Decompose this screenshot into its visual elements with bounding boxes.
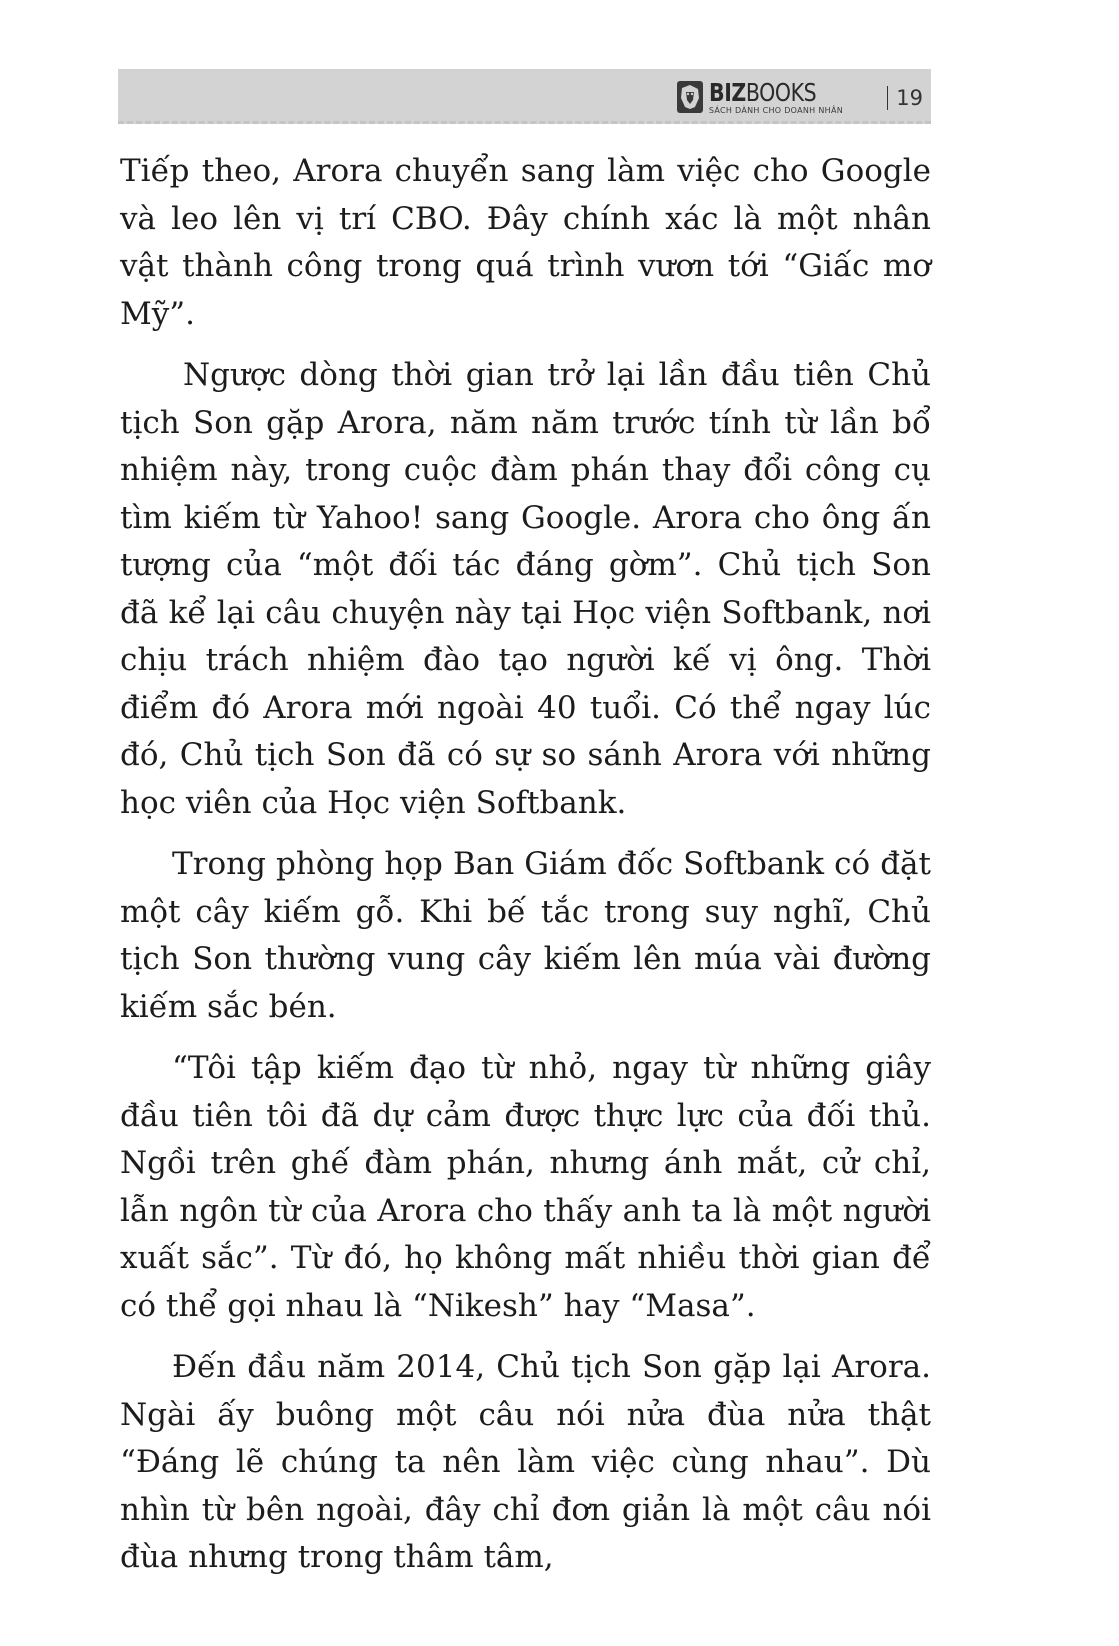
paragraph: Trong phòng họp Ban Giám đốc Softbank có đặt một cây kiếm gỗ. Khi bế tắc trong suy nghĩ, Chủ tịch Son thường vung cây kiếm lên múa vài đường kiếm sắc bén. (120, 846, 931, 1025)
brand-name (708, 77, 819, 107)
brand-name-light: BOOKS (745, 77, 817, 107)
brand-tagline: SÁCH DÀNH CHO DOANH NHÂN (708, 105, 843, 115)
publisher-brand (677, 79, 843, 115)
paragraph: Tiếp theo, Arora chuyển sang làm việc cho Google và leo lên vị trí CBO. Đây chính xác là một nhân vật thành công trong quá trình vươn tới “Giấc mơ Mỹ”. (120, 153, 931, 332)
brand-name-bold: BIZ (708, 77, 746, 107)
page-body (120, 148, 931, 1596)
lion-head-logo-icon (677, 81, 703, 113)
page-number-block (887, 86, 923, 110)
paragraph: “Tôi tập kiếm đạo từ nhỏ, ngay từ những giây đầu tiên tôi đã dự cảm được thực lực của đối thủ. Ngồi trên ghế đàm phán, nhưng ánh mắt, cử chỉ, lẫn ngôn từ của Arora cho thấy anh ta là một người xuất sắc”. Từ đó, họ không mất nhiều thời gian để có thể gọi nhau là “Nikesh” hay “Masa”. (120, 1050, 931, 1324)
paragraph: Đến đầu năm 2014, Chủ tịch Son gặp lại Arora. Ngài ấy buông một câu nói nửa đùa nửa thật “Đáng lẽ chúng ta nên làm việc cùng nhau”. Dù nhìn từ bên ngoài, đây chỉ đơn giản là một câu nói đùa nhưng trong thâm tâm, (120, 1349, 931, 1575)
paragraph: Ngược dòng thời gian trở lại lần đầu tiên Chủ tịch Son gặp Arora, năm năm trước tính từ lần bổ nhiệm này, trong cuộc đàm phán thay đổi công cụ tìm kiếm từ Yahoo! sang Google. Arora cho ông ấn tượng của “một đối tác đáng gờm”. Chủ tịch Son đã kể lại câu chuyện này tại Học viện Softbank, nơi chịu trách nhiệm đào tạo người kế vị ông. Thời điểm đó Arora mới ngoài 40 tuổi. Có thể ngay lúc đó, Chủ tịch Son đã có sự so sánh Arora với những học viên của Học viện Softbank. (120, 357, 931, 821)
page-number-divider (887, 86, 888, 110)
running-header (118, 69, 931, 124)
page-number: 19 (896, 86, 923, 110)
